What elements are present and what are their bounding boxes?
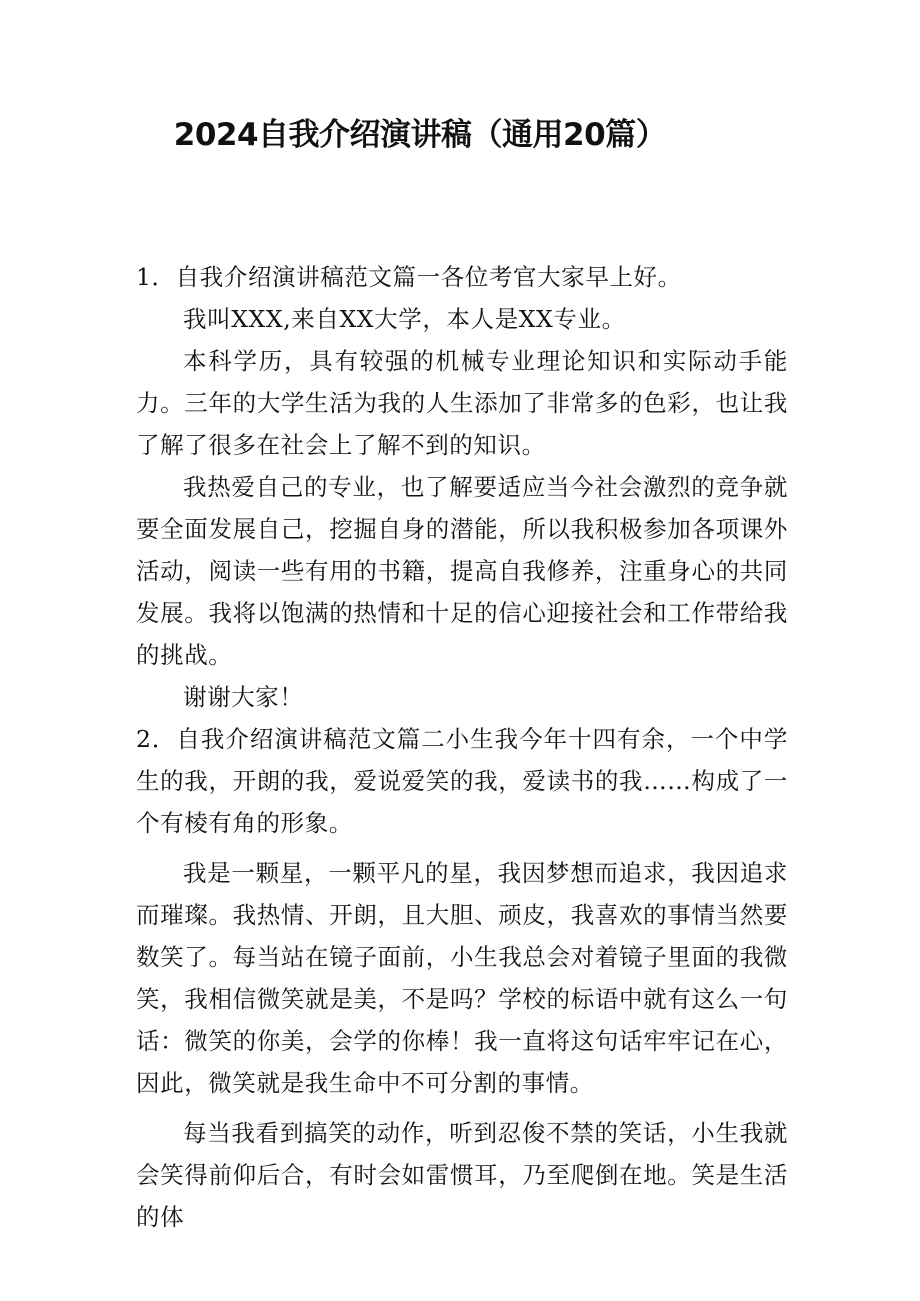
paragraph: 本科学历，具有较强的机械专业理论知识和实际动手能力。三年的大学生活为我的人生添加了非常多的色彩，也让我了解了很多在社会上了解不到的知识。	[136, 347, 788, 459]
section-heading-1: 1．自我介绍演讲稿范文篇一各位考官大家早上好。	[136, 263, 682, 291]
paragraph: 谢谢大家！	[183, 683, 304, 711]
paragraph: 我热爱自己的专业，也了解要适应当今社会激烈的竞争就要全面发展自己，挖掘自身的潜能，所以我积极参加各项课外活动，阅读一些有用的书籍，提高自我修养，注重身心的共同发展。我将以饱满的热情和十足的信心迎接社会和工作带给我的挑战。	[136, 473, 788, 669]
paragraph: 我叫XXX,来自XX大学，本人是XX专业。	[183, 305, 626, 333]
document-body	[136, 256, 788, 1238]
document-title: 2024自我介绍演讲稿（通用20篇）	[173, 117, 667, 153]
section-heading-2: 2．自我介绍演讲稿范文篇二小生我今年十四有余，一个中学生的我，开朗的我，爱说爱笑的我，爱读书的我……构成了一个有棱有角的形象。	[136, 725, 788, 837]
paragraph: 每当我看到搞笑的动作，听到忍俊不禁的笑话，小生我就会笑得前仰后合，有时会如雷惯耳，乃至爬倒在地。笑是生活的体	[136, 1119, 788, 1231]
paragraph: 我是一颗星，一颗平凡的星，我因梦想而追求，我因追求而璀璨。我热情、开朗，且大胆、顽皮，我喜欢的事情当然要数笑了。每当站在镜子面前，小生我总会对着镜子里面的我微笑，我相信微笑就是美，不是吗？学校的标语中就有这么一句话：微笑的你美，会学的你棒！我一直将这句话牢牢记在心，因此，微笑就是我生命中不可分割的事情。	[136, 859, 788, 1097]
